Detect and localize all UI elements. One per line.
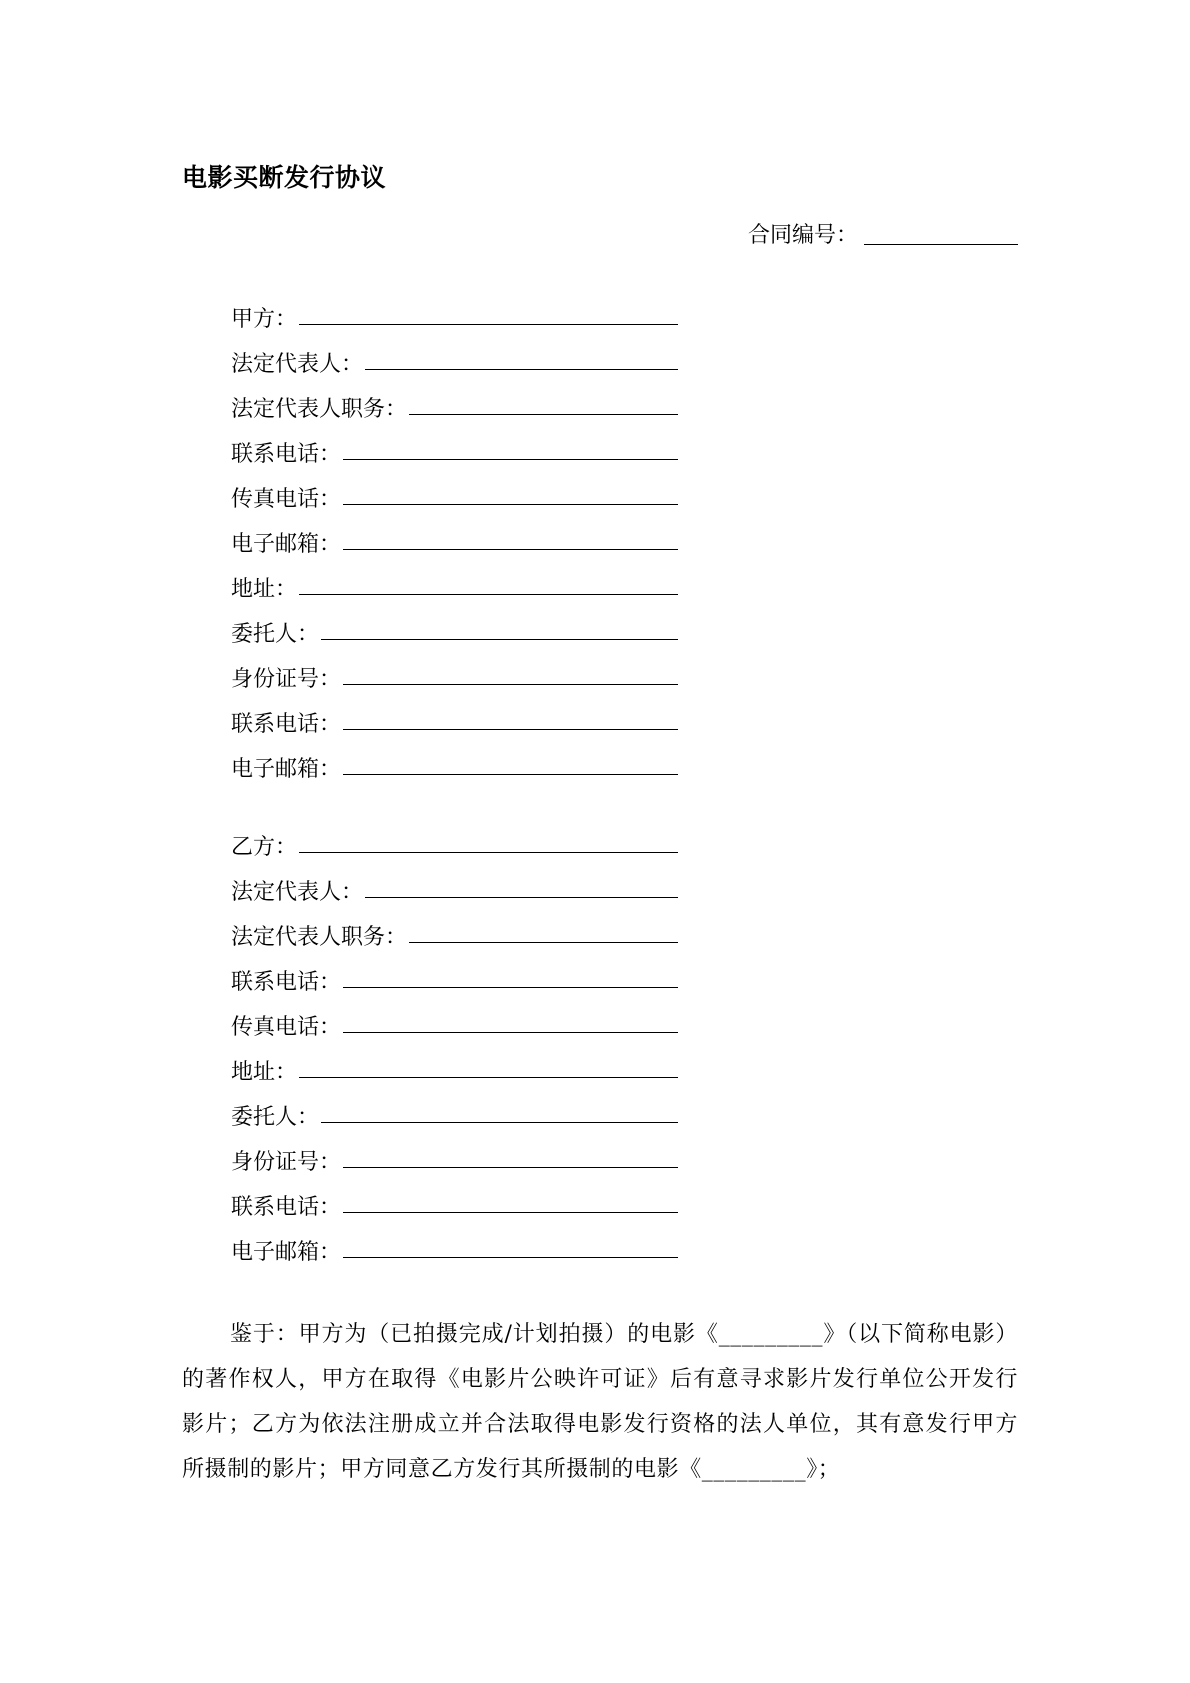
fill-in-line [409,941,678,943]
fill-in-line [365,896,678,898]
party-b-agent-email-field [231,1223,678,1268]
field-label: 联系电话： [231,712,342,737]
fill-in-line [343,1256,678,1258]
field-label: 地址： [231,577,298,602]
fill-in-line [409,413,678,415]
field-label: 联系电话： [231,970,342,995]
field-label: 传真电话： [231,1015,342,1040]
party-a-name-field [231,290,678,335]
field-label: 电子邮箱： [231,532,342,557]
field-label: 法定代表人职务： [231,925,408,950]
field-label: 身份证号： [231,667,342,692]
party-b-agent-id-field [231,1133,678,1178]
party-b-agent-phone-field [231,1178,678,1223]
party-b-fax-field [231,998,678,1043]
document-title: 电影买断发行协议 [182,163,387,192]
field-label: 法定代表人： [231,880,364,905]
fill-in-line [343,1031,678,1033]
fill-in-line [343,728,678,730]
fill-in-line [343,458,678,460]
fill-in-line [343,1211,678,1213]
party-a-agent-email-field [231,740,678,785]
fill-in-line [321,1121,678,1123]
party-b-phone-field [231,953,678,998]
field-label: 委托人： [231,1105,320,1130]
party-a-section [231,290,678,785]
field-label: 乙方： [231,835,298,860]
field-label: 地址： [231,1060,298,1085]
party-a-agent-field [231,605,678,650]
field-label: 联系电话： [231,1195,342,1220]
field-label: 电子邮箱： [231,1240,342,1265]
field-label: 身份证号： [231,1150,342,1175]
party-b-legal-rep-field [231,863,678,908]
field-label: 法定代表人： [231,352,364,377]
field-label: 法定代表人职务： [231,397,408,422]
fill-in-line [321,638,678,640]
fill-in-line [343,773,678,775]
fill-in-line [343,548,678,550]
field-label: 甲方： [231,307,298,332]
party-a-address-field [231,560,678,605]
fill-in-line [343,683,678,685]
party-b-agent-field [231,1088,678,1133]
field-label: 电子邮箱： [231,757,342,782]
party-b-address-field [231,1043,678,1088]
field-label: 联系电话： [231,442,342,467]
party-b-section [231,818,678,1268]
fill-in-line [343,986,678,988]
party-a-email-field [231,515,678,560]
fill-in-line [343,503,678,505]
fill-in-line [299,323,678,325]
preamble-paragraph: 鉴于：甲方为（已拍摄完成/计划拍摄）的电影《_________》（以下简称电影）的著作权人，甲方在取得《电影片公映许可证》后有意寻求影片发行单位公开发行影片；乙方为依法注册成立并合法取得电影发行资格的法人单位，其有意发行甲方所摄制的影片；甲方同意乙方发行其所摄制的电影《_________》； [182,1322,1018,1482]
party-b-legal-rep-title-field [231,908,678,953]
party-a-agent-phone-field [231,695,678,740]
party-a-agent-id-field [231,650,678,695]
party-a-phone-field [231,425,678,470]
party-b-name-field [231,818,678,863]
contract-number-blank [864,222,1018,245]
field-label: 传真电话： [231,487,342,512]
fill-in-line [365,368,678,370]
fill-in-line [299,593,678,595]
party-a-legal-rep-title-field [231,380,678,425]
party-a-fax-field [231,470,678,515]
contract-number-field [748,218,1018,249]
party-a-legal-rep-field [231,335,678,380]
fill-in-line [299,1076,678,1078]
field-label: 委托人： [231,622,320,647]
fill-in-line [343,1166,678,1168]
fill-in-line [299,851,678,853]
contract-number-label: 合同编号： [748,223,859,248]
